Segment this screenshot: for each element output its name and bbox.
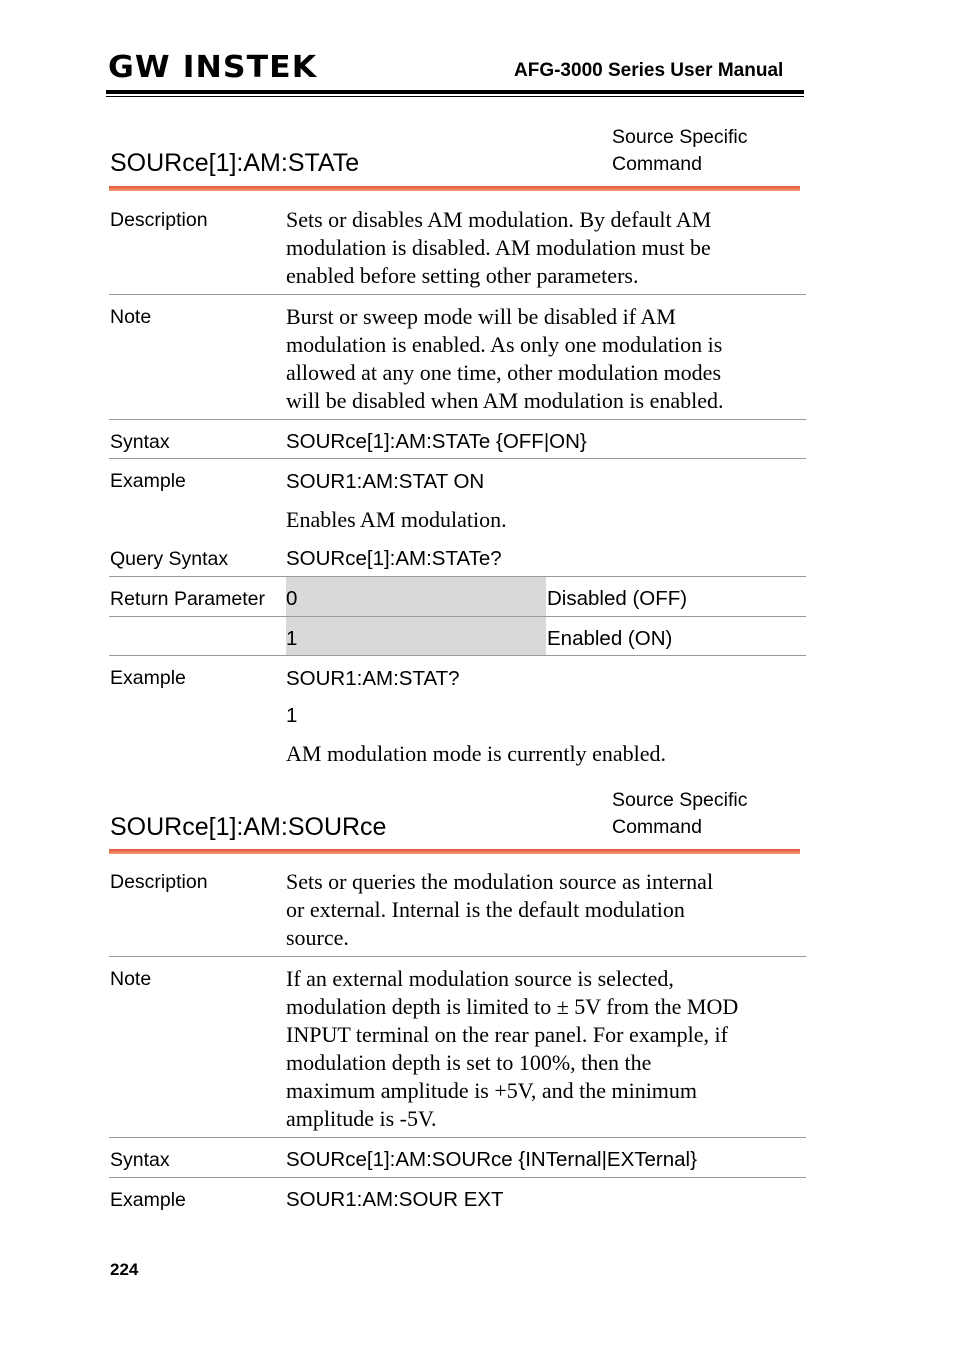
syntax-label: Syntax (110, 1149, 170, 1171)
command-category (612, 124, 747, 178)
note-text (286, 965, 801, 1133)
return-value-cell (286, 577, 546, 616)
query-example-label: Example (110, 667, 186, 689)
note-label: Note (110, 968, 152, 990)
note-text (286, 303, 801, 415)
example-label: Example (110, 1189, 186, 1211)
section-rule (109, 849, 800, 854)
return-value: 1 (286, 627, 298, 650)
example-description: Enables AM modulation. (286, 507, 507, 532)
command-title-am-state: SOURce[1]:AM:STATe (110, 149, 360, 177)
syntax-label: Syntax (110, 431, 170, 453)
manual-title: AFG-3000 Series User Manual (514, 60, 784, 81)
category-line: Command (612, 153, 702, 175)
query-example-return: 1 (286, 704, 298, 727)
header-rule-thick (106, 90, 804, 94)
text-line: If an external modulation source is selected, (286, 966, 674, 991)
row-divider (109, 956, 806, 957)
page-number: 224 (110, 1260, 139, 1279)
row-divider (109, 419, 806, 420)
command-category (612, 787, 747, 841)
query-example-code: SOUR1:AM:STAT? (286, 667, 460, 690)
text-line: Sets or queries the modulation source as internal (286, 869, 714, 894)
text-line: INPUT terminal on the rear panel. For example, if (286, 1022, 728, 1047)
return-meaning: Enabled (ON) (547, 627, 673, 650)
query-syntax-label: Query Syntax (110, 548, 229, 570)
category-line: Source Specific (612, 789, 748, 811)
text-line: maximum amplitude is +5V, and the minimum (286, 1078, 698, 1103)
note-label: Note (110, 306, 152, 328)
row-divider (109, 1177, 806, 1178)
category-line: Source Specific (612, 126, 748, 148)
text-line: amplitude is -5V. (286, 1106, 437, 1131)
description-label: Description (110, 209, 208, 231)
text-line: modulation depth is limited to ± 5V from the MOD (286, 994, 739, 1019)
row-divider (109, 458, 806, 459)
text-line: modulation depth is set to 100%, then the (286, 1050, 652, 1075)
text-line: modulation is enabled. As only one modulation is (286, 332, 723, 357)
text-line: Sets or disables AM modulation. By default AM (286, 207, 712, 232)
example-code: SOUR1:AM:SOUR EXT (286, 1188, 504, 1211)
return-value: 0 (286, 587, 298, 610)
syntax-code: SOURce[1]:AM:SOURce {INTernal|EXTernal} (286, 1148, 697, 1171)
row-divider (109, 1137, 806, 1138)
text-line: Burst or sweep mode will be disabled if AM (286, 304, 676, 329)
query-syntax-code: SOURce[1]:AM:STATe? (286, 547, 502, 570)
category-line: Command (612, 816, 702, 838)
row-divider (109, 294, 806, 295)
description-text (286, 868, 801, 952)
text-line: enabled before setting other parameters. (286, 263, 639, 288)
example-code: SOUR1:AM:STAT ON (286, 470, 485, 493)
description-label: Description (110, 871, 208, 893)
gw-instek-logo: GW INSTEK (108, 50, 318, 85)
text-line: source. (286, 925, 349, 950)
text-line: modulation is disabled. AM modulation must be (286, 235, 711, 260)
section-rule (109, 186, 800, 191)
row-divider (109, 655, 806, 656)
return-value-cell (286, 617, 546, 655)
header-rule-thin (106, 96, 804, 97)
text-line: allowed at any one time, other modulation modes (286, 360, 722, 385)
text-line: will be disabled when AM modulation is enabled. (286, 388, 724, 413)
return-parameter-label: Return Parameter (110, 588, 265, 610)
query-example-description: AM modulation mode is currently enabled. (286, 741, 667, 766)
text-line: or external. Internal is the default modulation (286, 897, 685, 922)
return-meaning: Disabled (OFF) (547, 587, 688, 610)
description-text (286, 206, 801, 290)
example-label: Example (110, 470, 186, 492)
command-title-am-source: SOURce[1]:AM:SOURce (110, 813, 387, 841)
syntax-code: SOURce[1]:AM:STATe {OFF|ON} (286, 430, 587, 453)
